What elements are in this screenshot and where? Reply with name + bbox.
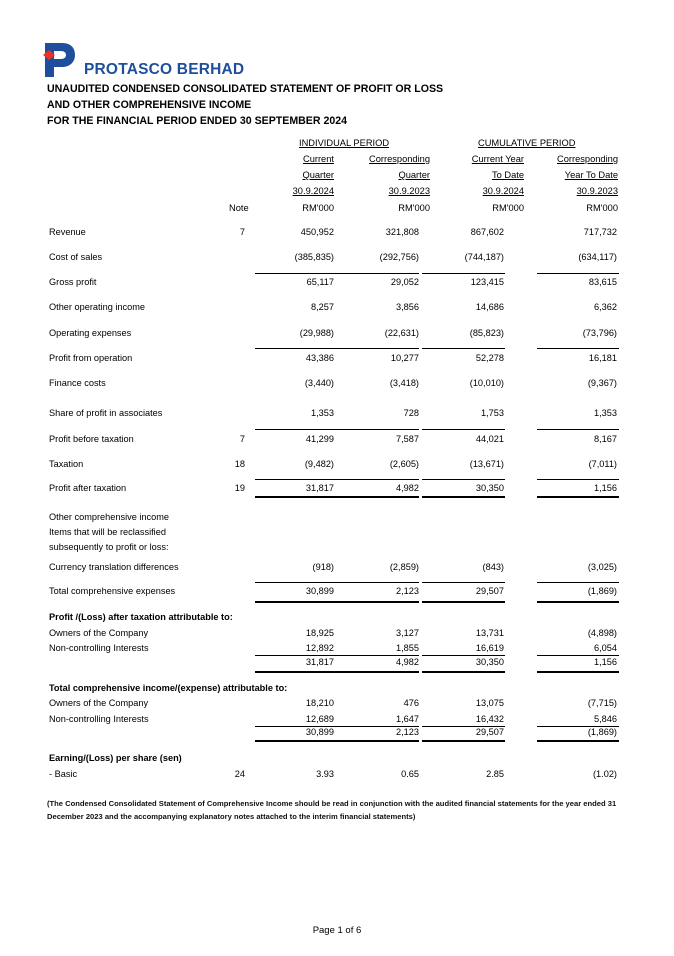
subtotal-rule (255, 273, 337, 274)
note-ref: 18 (234, 459, 245, 469)
amount-cell: 1,647 (396, 714, 419, 724)
amount-cell: (292,756) (379, 252, 419, 262)
row-label: Operating expenses (49, 328, 132, 338)
double-rule (255, 496, 337, 498)
amount-cell: 1,353 (311, 408, 334, 418)
amount-cell: 6,362 (594, 302, 617, 312)
amount-cell: 41,299 (305, 434, 334, 444)
col-header: To Date (491, 170, 524, 180)
amount-cell: 29,507 (475, 727, 504, 737)
amount-cell: 4,982 (396, 657, 419, 667)
double-rule (537, 496, 619, 498)
amount-cell: 14,686 (475, 302, 504, 312)
amount-cell: 16,181 (588, 353, 617, 363)
amount-cell: (13,671) (469, 459, 504, 469)
double-rule (337, 671, 419, 673)
amount-cell: 123,415 (470, 277, 504, 287)
row-label: Non-controlling Interests (49, 714, 149, 724)
subtotal-rule (337, 582, 419, 583)
amount-cell: 43,386 (305, 353, 334, 363)
amount-cell: (29,988) (299, 328, 334, 338)
amount-cell: 13,731 (475, 628, 504, 638)
row-label: Currency translation differences (49, 562, 179, 572)
amount-cell: 867,602 (470, 227, 504, 237)
amount-cell: (2,605) (389, 459, 419, 469)
oci-heading-line: Items that will be reclassified (49, 527, 166, 537)
amount-cell: 7,587 (396, 434, 419, 444)
amount-cell: (7,011) (588, 459, 617, 469)
row-label: Revenue (49, 227, 86, 237)
row-label: Other operating income (49, 302, 146, 312)
double-rule (422, 601, 505, 603)
subtotal-rule (255, 348, 337, 349)
section-heading: Total comprehensive income/(expense) attributable to: (49, 683, 288, 693)
row-label: Taxation (49, 459, 84, 469)
amount-cell: (843) (482, 562, 504, 572)
subtotal-rule (537, 655, 619, 656)
amount-cell: (85,823) (469, 328, 504, 338)
subtotal-rule (337, 429, 419, 430)
section-heading: Earning/(Loss) per share (sen) (49, 753, 182, 763)
note-ref: 24 (234, 769, 245, 779)
subtotal-rule (537, 582, 619, 583)
col-header: Current Year (471, 154, 524, 164)
amount-cell: 8,257 (311, 302, 334, 312)
amount-cell: (73,796) (582, 328, 617, 338)
amount-cell: 2,123 (396, 727, 419, 737)
amount-cell: 1,855 (396, 643, 419, 653)
amount-cell: (1,869) (587, 727, 617, 737)
amount-cell: 31,817 (305, 657, 334, 667)
col-header: Corresponding (369, 154, 430, 164)
subtotal-rule (537, 273, 619, 274)
note-ref: 7 (239, 434, 245, 444)
amount-cell: 5,846 (594, 714, 617, 724)
subtotal-rule (422, 429, 505, 430)
col-date: 30.9.2023 (388, 186, 430, 196)
oci-heading-line: subsequently to profit or loss: (49, 542, 169, 552)
amount-cell: 1,156 (594, 483, 617, 493)
double-rule (422, 671, 505, 673)
row-label: Finance costs (49, 378, 106, 388)
subtotal-rule (337, 655, 419, 656)
double-rule (537, 601, 619, 603)
title-line: UNAUDITED CONDENSED CONSOLIDATED STATEMENT OF PROFIT OR LOSS (47, 83, 444, 95)
amount-cell: 1,753 (481, 408, 504, 418)
row-label: Profit from operation (49, 353, 133, 363)
protasco-p-logo-icon (42, 42, 76, 78)
row-label: Profit before taxation (49, 434, 134, 444)
amount-cell: 717,732 (583, 227, 617, 237)
amount-cell: 321,808 (385, 227, 419, 237)
amount-cell: 2.85 (486, 769, 504, 779)
amount-cell: 10,277 (390, 353, 419, 363)
amount-cell: 30,899 (305, 727, 334, 737)
amount-cell: (7,715) (587, 698, 617, 708)
amount-cell: 52,278 (475, 353, 504, 363)
col-unit: RM'000 (398, 203, 430, 213)
footnote: (The Condensed Consolidated Statement of Comprehensive Income should be read in conjunction with the audited financial statements for the year ended 31 December 2023 and the accompanying explanatory notes attached to the interim financial statements) (47, 799, 617, 821)
subtotal-rule (255, 582, 337, 583)
amount-cell: (1,869) (587, 586, 617, 596)
amount-cell: (1.02) (592, 769, 617, 779)
subtotal-rule (337, 479, 419, 480)
amount-cell: (22,631) (384, 328, 419, 338)
col-date: 30.9.2023 (576, 186, 618, 196)
amount-cell: 29,052 (390, 277, 419, 287)
double-rule (337, 740, 419, 742)
row-label: Profit after taxation (49, 483, 127, 493)
amount-cell: 30,350 (475, 657, 504, 667)
double-rule (337, 496, 419, 498)
amount-cell: 450,952 (300, 227, 334, 237)
row-label: Owners of the Company (49, 698, 149, 708)
amount-cell: 83,615 (588, 277, 617, 287)
amount-cell: (634,117) (578, 252, 617, 262)
amount-cell: (385,835) (294, 252, 334, 262)
subtotal-rule (537, 479, 619, 480)
subtotal-rule (422, 655, 505, 656)
amount-cell: (918) (312, 562, 334, 572)
double-rule (255, 601, 337, 603)
title-line: FOR THE FINANCIAL PERIOD ENDED 30 SEPTEMBER 2024 (47, 115, 348, 127)
company-name: PROTASCO BERHAD (84, 61, 245, 78)
amount-cell: (3,418) (389, 378, 419, 388)
col-unit: RM'000 (492, 203, 524, 213)
subtotal-rule (537, 429, 619, 430)
subtotal-rule (337, 273, 419, 274)
amount-cell: 18,925 (305, 628, 334, 638)
subtotal-rule (422, 582, 505, 583)
amount-cell: 65,117 (306, 277, 334, 287)
amount-cell: 30,350 (475, 483, 504, 493)
col-header: Year To Date (564, 170, 618, 180)
amount-cell: 0.65 (401, 769, 419, 779)
amount-cell: 31,817 (305, 483, 334, 493)
subtotal-rule (422, 273, 505, 274)
row-label: Share of profit in associates (49, 408, 163, 418)
double-rule (337, 601, 419, 603)
col-header: Quarter (302, 170, 334, 180)
row-label: Non-controlling Interests (49, 643, 149, 653)
statement-title (47, 81, 443, 129)
amount-cell: 30,899 (305, 586, 334, 596)
company-logo (42, 42, 272, 80)
amount-cell: 1,156 (594, 657, 617, 667)
col-header: Current (302, 154, 334, 164)
amount-cell: 1,353 (594, 408, 617, 418)
row-label: Owners of the Company (49, 628, 149, 638)
amount-cell: 476 (403, 698, 419, 708)
col-date: 30.9.2024 (482, 186, 524, 196)
amount-cell: (10,010) (469, 378, 504, 388)
double-rule (422, 496, 505, 498)
amount-cell: 29,507 (475, 586, 504, 596)
note-ref: 7 (239, 227, 245, 237)
amount-cell: 18,210 (305, 698, 334, 708)
double-rule (255, 671, 337, 673)
cumulative-period-heading: CUMULATIVE PERIOD (478, 138, 576, 148)
amount-cell: (4,898) (587, 628, 617, 638)
double-rule (422, 740, 505, 742)
amount-cell: 3,856 (396, 302, 419, 312)
double-rule (537, 671, 619, 673)
double-rule (537, 740, 619, 742)
subtotal-rule (255, 655, 337, 656)
amount-cell: 16,619 (475, 643, 504, 653)
amount-cell: 4,982 (396, 483, 419, 493)
amount-cell: 44,021 (475, 434, 504, 444)
amount-cell: 12,689 (305, 714, 334, 724)
amount-cell: (2,859) (389, 562, 419, 572)
col-unit: RM'000 (586, 203, 618, 213)
oci-heading-line: Other comprehensive income (49, 512, 170, 522)
amount-cell: (3,440) (304, 378, 334, 388)
amount-cell: 2,123 (396, 586, 419, 596)
note-ref: 19 (234, 483, 245, 493)
row-label: Gross profit (49, 277, 97, 287)
amount-cell: 728 (403, 408, 419, 418)
col-unit: RM'000 (302, 203, 334, 213)
amount-cell: 12,892 (305, 643, 334, 653)
individual-period-heading: INDIVIDUAL PERIOD (299, 138, 390, 148)
amount-cell: (744,187) (464, 252, 504, 262)
amount-cell: 6,054 (594, 643, 617, 653)
row-label: - Basic (49, 769, 78, 779)
title-line: AND OTHER COMPREHENSIVE INCOME (47, 99, 252, 111)
page-number: Page 1 of 6 (312, 925, 362, 936)
col-header: Corresponding (557, 154, 618, 164)
amount-cell: (3,025) (587, 562, 617, 572)
subtotal-rule (255, 429, 337, 430)
row-label: Total comprehensive expenses (49, 586, 176, 596)
subtotal-rule (537, 348, 619, 349)
amount-cell: 13,075 (475, 698, 504, 708)
subtotal-rule (422, 479, 505, 480)
row-label: Cost of sales (49, 252, 103, 262)
col-header: Quarter (398, 170, 430, 180)
note-heading: Note (229, 203, 249, 213)
amount-cell: 16,432 (475, 714, 504, 724)
section-heading: Profit /(Loss) after taxation attributable to: (49, 612, 233, 622)
amount-cell: (9,367) (587, 378, 617, 388)
amount-cell: 3,127 (396, 628, 419, 638)
amount-cell: 3.93 (316, 769, 334, 779)
amount-cell: (9,482) (304, 459, 334, 469)
subtotal-rule (337, 348, 419, 349)
amount-cell: 8,167 (594, 434, 617, 444)
double-rule (255, 740, 337, 742)
subtotal-rule (422, 348, 505, 349)
col-date: 30.9.2024 (292, 186, 334, 196)
subtotal-rule (255, 479, 337, 480)
